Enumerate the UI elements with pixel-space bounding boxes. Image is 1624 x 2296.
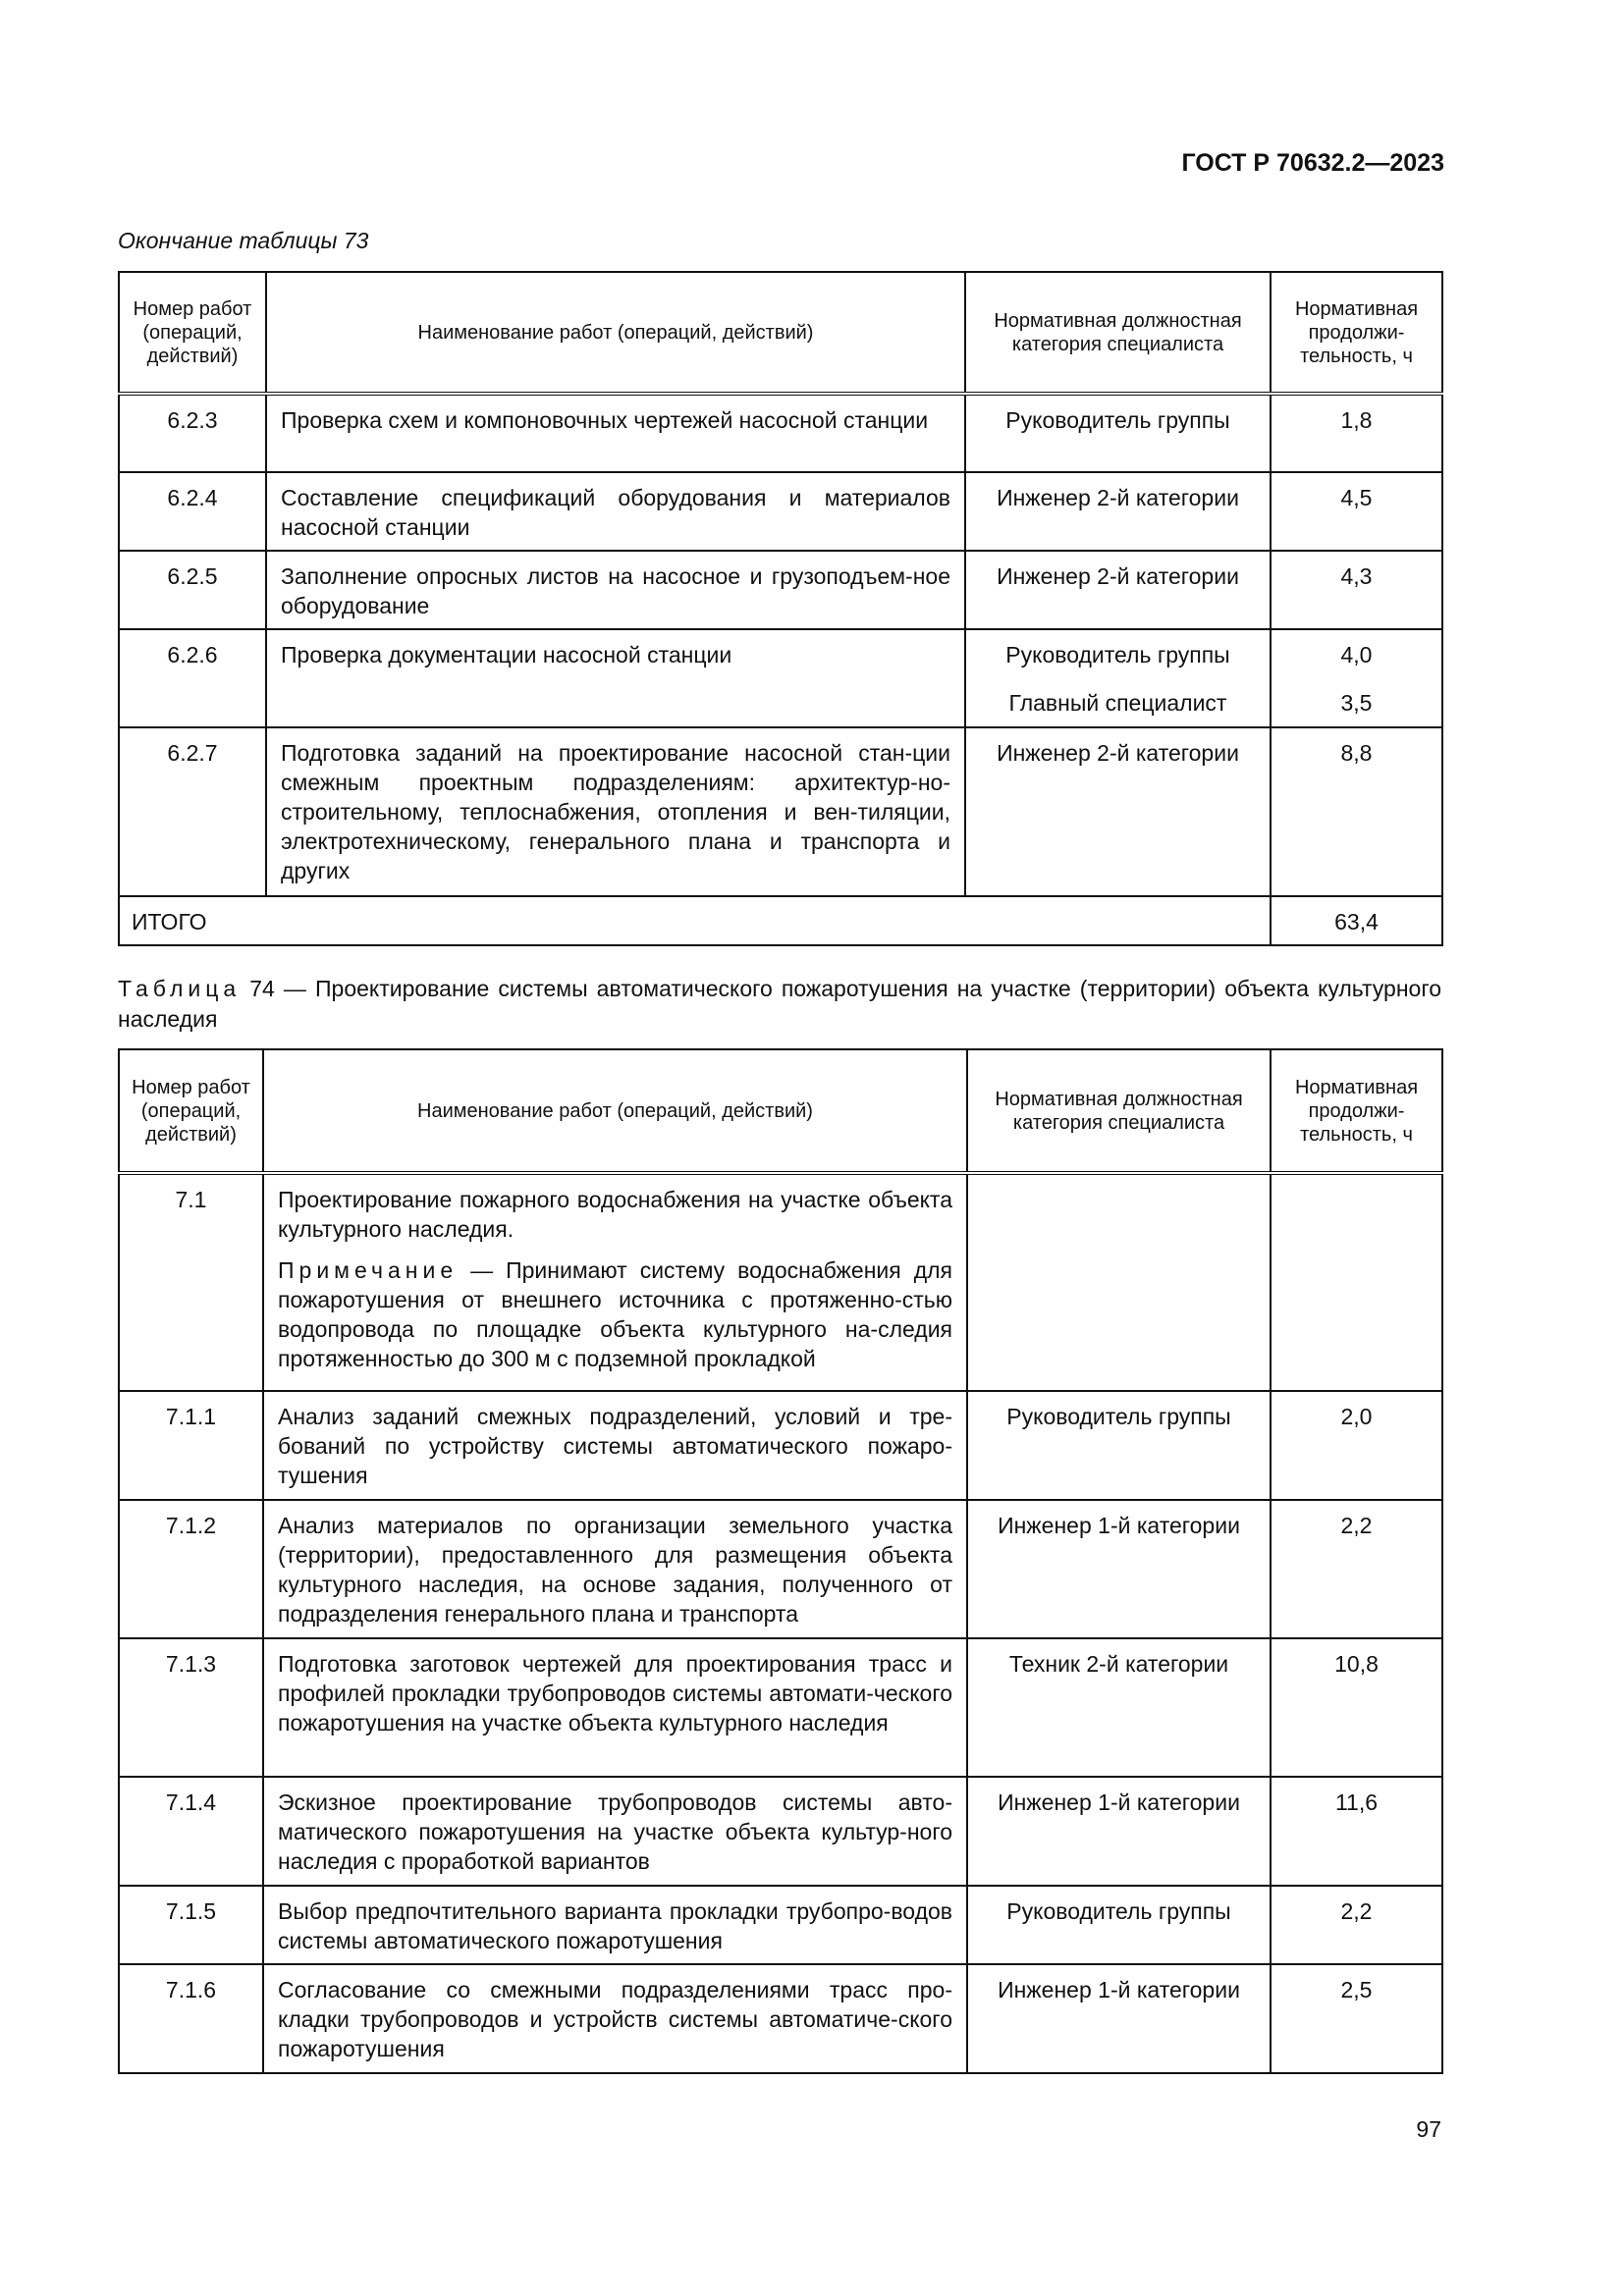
specialist-category: Инженер 1-й категории [967, 1500, 1271, 1638]
duration-hours: 4,3 [1271, 551, 1442, 629]
row-number: 6.2.7 [119, 727, 266, 896]
note-label: Примечание [278, 1257, 459, 1283]
row-number: 7.1 [119, 1173, 263, 1391]
specialist-category [967, 1173, 1271, 1391]
duration-hours: 2,0 [1271, 1391, 1442, 1500]
table-73-continuation-caption: Окончание таблицы 73 [118, 228, 369, 253]
specialist-category: Инженер 2-й категории [965, 727, 1271, 896]
work-name: Анализ материалов по организации земельного участка (территории), предоставленного для размещения объекта культурного наследия, на основе задания, полученного от подразделения генерального плана и транспорта [263, 1500, 967, 1638]
specialist-category: Руководитель группы [967, 1391, 1271, 1500]
specialist-category: Инженер 2-й категории [965, 472, 1271, 551]
total-row [119, 896, 1442, 945]
table-row [119, 1638, 1442, 1777]
row-number: 6.2.6 [119, 629, 266, 727]
note [278, 1255, 952, 1373]
work-name-cell [263, 1173, 967, 1391]
table-row [119, 1500, 1442, 1638]
duration-hours: 4,5 [1271, 472, 1442, 551]
column-header-number: Номер работ (операций, действий) [119, 1049, 263, 1173]
work-name: Проектирование пожарного водоснабжения на участке объекта культурного наследия. [278, 1187, 952, 1242]
duration-hours: 10,8 [1271, 1638, 1442, 1777]
duration-hours [1271, 1173, 1442, 1391]
page-number: 97 [1416, 2116, 1441, 2142]
row-number: 7.1.4 [119, 1777, 263, 1886]
table-row [119, 1777, 1442, 1886]
duration-hours: 2,2 [1271, 1886, 1442, 1964]
work-name: Эскизное проектирование трубопроводов системы авто-матического пожаротушения на участке объекта культур-ного наследия с проработкой вариантов [263, 1777, 967, 1886]
column-header-name: Наименование работ (операций, действий) [266, 272, 965, 394]
duration-hours: 1,8 [1271, 394, 1442, 472]
specialist-category: Инженер 1-й категории [967, 1777, 1271, 1886]
row-number: 6.2.4 [119, 472, 266, 551]
table-row [119, 1391, 1442, 1500]
work-name: Проверка документации насосной станции [266, 629, 965, 727]
work-name: Подготовка заданий на проектирование насосной стан-ции смежным проектным подразделениям: архитектур-но-строительному, теплоснабжения, отопления и вен-тиляции, электротехническому, генерального плана и транспорта и других [266, 727, 965, 896]
work-name: Составление спецификаций оборудования и материалов насосной станции [266, 472, 965, 551]
table-74-caption [118, 974, 1441, 1035]
table-row [119, 394, 1442, 472]
column-header-category: Нормативная должностная категория специалиста [967, 1049, 1271, 1173]
row-number: 7.1.5 [119, 1886, 263, 1964]
document-standard-header: ГОСТ Р 70632.2—2023 [1181, 149, 1444, 177]
work-name: Заполнение опросных листов на насосное и грузоподъем-ное оборудование [266, 551, 965, 629]
note-text: — Принимают систему водоснабжения для пожаротушения от внешнего источника с протяженно-стью водопровода по площадке объекта культурного на-следия протяженностью до 300 м с подземной прокладкой [278, 1257, 952, 1371]
specialist-category: Руководитель группы [965, 394, 1271, 472]
table-row [119, 1886, 1442, 1964]
specialist-category-cell [965, 629, 1271, 727]
specialist-category: Руководитель группы [1005, 642, 1230, 667]
duration-hours-secondary: 3,5 [1340, 690, 1373, 716]
specialist-category: Инженер 1-й категории [967, 1964, 1271, 2073]
work-name: Выбор предпочтительного варианта прокладки трубопро-водов системы автоматического пожаротушения [263, 1886, 967, 1964]
work-name: Анализ заданий смежных подразделений, условий и тре-бований по устройству системы автоматического пожаро-тушения [263, 1391, 967, 1500]
column-header-category: Нормативная должностная категория специалиста [965, 272, 1271, 394]
duration-hours-cell [1271, 629, 1442, 727]
duration-hours: 11,6 [1271, 1777, 1442, 1886]
work-name: Согласование со смежными подразделениями трасс про-кладки трубопроводов и устройств системы автоматиче-ского пожаротушения [263, 1964, 967, 2073]
duration-hours: 2,5 [1271, 1964, 1442, 2073]
column-header-duration: Нормативная продолжи-тельность, ч [1271, 1049, 1442, 1173]
specialist-category: Техник 2-й категории [967, 1638, 1271, 1777]
table-74-caption-label: Таблица [118, 976, 242, 1001]
total-label: ИТОГО [119, 896, 1271, 945]
specialist-category-secondary: Главный специалист [1008, 690, 1227, 716]
specialist-category: Руководитель группы [967, 1886, 1271, 1964]
duration-hours: 4,0 [1340, 642, 1373, 667]
table-row [119, 472, 1442, 551]
duration-hours: 2,2 [1271, 1500, 1442, 1638]
row-number: 6.2.3 [119, 394, 266, 472]
row-number: 6.2.5 [119, 551, 266, 629]
column-header-number: Номер работ (операций, действий) [119, 272, 266, 394]
table-74 [118, 1048, 1443, 2074]
table-74-caption-text: 74 — Проектирование системы автоматического пожаротушения на участке (территории) объекта культурного наследия [118, 976, 1441, 1032]
table-row [119, 1173, 1442, 1391]
total-value: 63,4 [1271, 896, 1442, 945]
table-row [119, 551, 1442, 629]
work-name: Проверка схем и компоновочных чертежей насосной станции [266, 394, 965, 472]
specialist-category: Инженер 2-й категории [965, 551, 1271, 629]
column-header-duration: Нормативная продолжи-тельность, ч [1271, 272, 1442, 394]
table-row [119, 629, 1442, 727]
row-number: 7.1.6 [119, 1964, 263, 2073]
work-name: Подготовка заготовок чертежей для проектирования трасс и профилей прокладки трубопроводов системы автомати-ческого пожаротушения на участке объекта культурного наследия [263, 1638, 967, 1777]
table-73 [118, 271, 1443, 946]
row-number: 7.1.3 [119, 1638, 263, 1777]
row-number: 7.1.2 [119, 1500, 263, 1638]
row-number: 7.1.1 [119, 1391, 263, 1500]
table-row [119, 727, 1442, 896]
table-row [119, 1964, 1442, 2073]
column-header-name: Наименование работ (операций, действий) [263, 1049, 967, 1173]
duration-hours: 8,8 [1271, 727, 1442, 896]
